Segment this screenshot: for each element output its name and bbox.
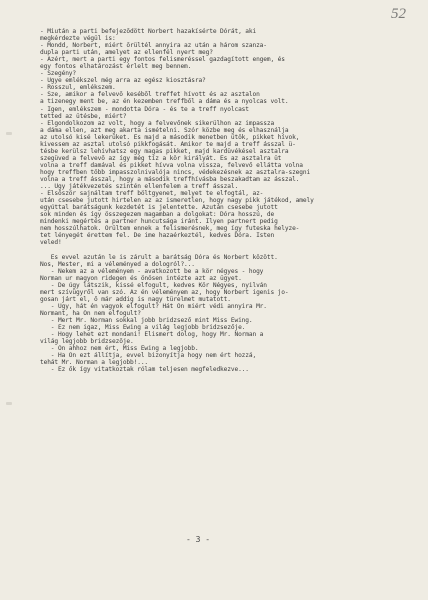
binding-mark	[6, 132, 12, 135]
text-line: Norman ur magyon ridegen és önösen intézte azt az ügyet.	[40, 274, 242, 282]
handwritten-page-number: 52	[391, 6, 406, 22]
text-line: - Hogy lehet ezt mondani! Elismert dolog, hogy Mr. Norman a	[40, 331, 264, 339]
text-line: Es evvel azután le is zárult a barátság Dóra és Norbert között.	[40, 253, 278, 261]
text-line: nem hosszúlhatok. Őrültem ennek a felismerésnek, meg így futeska helyze-	[40, 225, 300, 233]
binding-mark	[6, 402, 12, 405]
text-line: - Ön ahhoz nem ért, Miss Ewing a legjobb.	[40, 345, 199, 353]
text-line: volna a treff ásszal, hogy a második treffhívásba beszakadtam az ásszal.	[40, 175, 300, 183]
text-line: - Ha Ön ezt állítja, evvel bizonyítja hogy nem ért hozzá,	[40, 352, 257, 360]
text-line: - Nekem az a véleményem - avatkozott be a kör négyes - hogy	[40, 267, 264, 275]
text-line: után csesebe jutott hirtelen az az ismeretlen, hogy nagy pikk játékod, amely	[40, 197, 314, 205]
text-line: megkérdezte végül is:	[40, 35, 116, 43]
text-line: volna a treff damával és pikket hívva volna vissza, felvevő ellátta volna	[40, 161, 303, 169]
text-line: - Úgye emlékszel még arra az egész kiosztásra?	[40, 77, 206, 85]
text-line: hogy treffben több impasszolnivalója nincs, védekezésnek az asztalra-szegni	[40, 168, 311, 176]
text-line: világ legjobb bridzsezője.	[40, 338, 134, 346]
text-line: szegüved a felvevő az így még tíz a kör királyát. És az asztalra üt	[40, 154, 282, 162]
text-line: gosan járt el, ő már addig is nagy türelmet mutatott.	[40, 295, 231, 303]
typewritten-body	[40, 28, 420, 373]
text-line: ... Úgy játékvezetés szintén ellenfelem a treff ásszal.	[40, 183, 239, 191]
footer-page-number: - 3 -	[186, 535, 211, 544]
text-line: - Úgy, hát én vagyok elfogult? Hát Ön miért védi annyira Mr.	[40, 302, 267, 310]
text-line: - Miután a parti befejeződött Norbert hazakísérte Dórát, aki	[40, 28, 257, 35]
text-line: dupla parti után, amelyet az ellenfél nyert meg?	[40, 49, 213, 57]
text-line: - Sze, amikor a felvevő keséből treffet hívott és az asztalon	[40, 91, 260, 99]
text-line: - Ez ők így vitatkoztak rólam teljesen megfeledkezve...	[40, 366, 249, 374]
text-line: - De úgy látszik, kissé elfogult, kedves Kör Négyes, nyilván	[40, 281, 267, 289]
text-line: tésbe kerülsz lehívhatsz egy magas pikket, majd kardüvékésel asztalra	[40, 147, 289, 155]
text-line: tehát Mr. Norman a legjobb!...	[40, 359, 149, 367]
text-line: az utolsó kisé lekerüket. És majd a második menetben ütök, pikket hívok,	[40, 133, 300, 141]
text-line: sok minden és így összegezem magamban a dolgokat: Dóra hosszú, de	[40, 211, 275, 219]
text-line: tet lényegét érettem fel. De ime hazaérkeztél, kedves Dóra. Isten	[40, 232, 275, 240]
text-line: - Mert Mr. Norman sokkal jobb bridzsező mint Miss Ewing.	[40, 316, 253, 324]
text-line: egy fontos elhatározást érlelt meg bennem.	[40, 63, 192, 71]
text-line: - Szegény?	[40, 70, 77, 78]
text-line: mindenki megértés a partner huncutsága iránt. Ilyen partnert pedig	[40, 218, 278, 226]
text-line: - Ez nem igaz, Miss Ewing a világ legjobb bridzsezője.	[40, 323, 246, 331]
text-line: - Azért, mert a parti egy fontos felismeréssel gazdagított engem, és	[40, 56, 285, 64]
text-line: Normant, ha Ön nem elfogult?	[40, 309, 141, 317]
text-line: Nos, Mester, mi a véleményed a dologról?...	[40, 260, 195, 268]
text-line: - Igen, emlékszem - mondotta Dóra - és te a treff nyolcast	[40, 105, 249, 113]
text-line: veled!	[40, 239, 62, 247]
text-line: - Elgondolkozom az volt, hogy a felvevőnek sikerülhon az impassza	[40, 119, 275, 127]
text-line: mert szívügyről van szó. Az én véleményem az, hogy Norbert igenis jo-	[40, 288, 289, 296]
text-line: a dáma ellen, azt meg akarta ismételni. Szór közbe meg és elhasználja	[40, 126, 289, 134]
text-line: egyúttal barátságunk kezdetét is jelentette. Azután csesebe jutott	[40, 204, 278, 212]
text-line: kivessem az asztal utolsó pikkfogását. Amikor te majd a treff ásszal ü-	[40, 140, 296, 148]
text-line: tetted az ütésbe, miért?	[40, 112, 127, 120]
text-line: - Rosszul, emlékszem.	[40, 84, 116, 92]
text-line: a tizenegy ment be, az én kezemben treffből a dáma és a nyolcas volt.	[40, 98, 289, 106]
text-line	[40, 246, 420, 253]
text-line: - Elsőször sajnáltam treff böltgyenet, melyet te elfogtál, az-	[40, 190, 264, 198]
text-line: - Mondd, Norbert, miért őrültél annyira az után a három szanza-	[40, 42, 267, 50]
